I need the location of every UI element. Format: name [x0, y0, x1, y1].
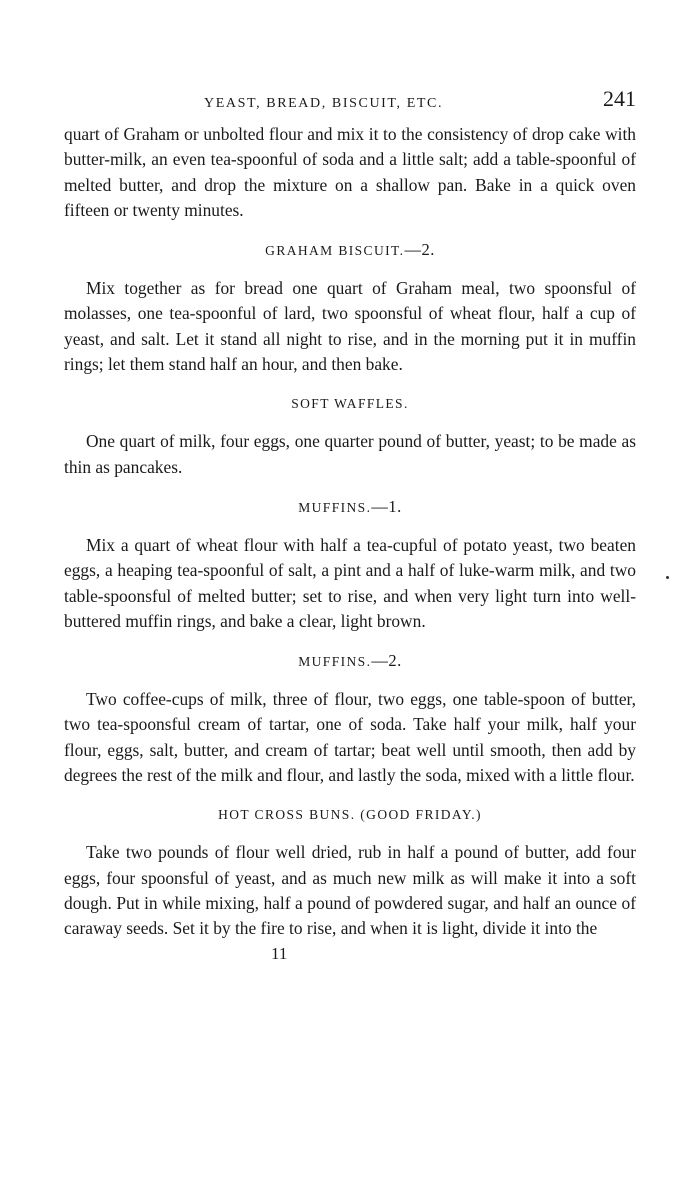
section-heading-graham-biscuit-2 — [64, 240, 636, 261]
heading-subtitle: (GOOD FRIDAY.) — [360, 807, 482, 823]
signature-mark: 11 — [271, 943, 288, 963]
recipe-text-muffins-2: Two coffee-cups of milk, three of flour, two eggs, one table-spoon of butter, two tea-spoonsful cream of tartar, one of soda. Take half your milk, half your flour, eggs, salt, butter, and cream of tartar; beat well until smooth, then add by degrees the rest of the milk and flour, and lastly the soda, mixed with a little flour. — [64, 689, 636, 786]
heading-title: SOFT WAFFLES. — [291, 396, 409, 412]
heading-number: —1. — [371, 496, 402, 516]
section-heading-muffins-1 — [64, 497, 636, 518]
heading-title: GRAHAM BISCUIT. — [265, 243, 405, 259]
recipe-text-soft-waffles: One quart of milk, four eggs, one quarter pound of butter, yeast; to be made as thin as pancakes. — [64, 431, 636, 477]
ink-speck — [666, 576, 669, 579]
recipe-text-graham-biscuit-2: Mix together as for bread one quart of Graham meal, two spoonsful of molasses, one tea-spoonful of lard, two spoonsful of wheat flour, half a cup of yeast, and salt. Let it stand all night to rise, and in the morning put it in muffin rings; let them stand half an hour, and then bake. — [64, 278, 636, 375]
heading-title: MUFFINS. — [298, 654, 372, 670]
section-heading-muffins-2 — [64, 651, 636, 672]
section-heading-soft-waffles — [64, 394, 636, 414]
book-page — [64, 86, 636, 966]
running-title: YEAST, BREAD, BISCUIT, ETC. — [204, 96, 444, 111]
section-heading-hot-cross-buns — [64, 805, 636, 825]
recipe-text-hot-cross-buns: Take two pounds of flour well dried, rub in half a pound of butter, add four eggs, four spoonsful of yeast, and as much new milk as will make it into a soft dough. Put in while mixing, half a pound of powdered sugar, and half an ounce of caraway seeds. Set it by the fire to rise, and when it is light, divide it into the — [64, 842, 636, 939]
recipe-text-muffins-1: Mix a quart of wheat flour with half a tea-cupful of potato yeast, two beaten eggs, a heaping tea-spoonful of salt, a pint and a half of luke-warm milk, and two table-spoonsful of melted butter; set to rise, and when very light turn into well-buttered muffin rings, and bake a clear, light brown. — [64, 534, 636, 631]
heading-title: MUFFINS. — [298, 499, 372, 515]
heading-number: —2. — [371, 651, 402, 671]
running-head — [64, 86, 636, 122]
heading-title: HOT CROSS BUNS. — [218, 807, 356, 823]
heading-number: —2. — [404, 240, 435, 260]
intro-paragraph: quart of Graham or unbolted flour and mix it to the consistency of drop cake with butter-milk, an even tea-spoonful of soda and a little salt; add a table-spoonful of melted butter, and drop the mixture on a shallow pan. Bake in a quick oven fifteen or twenty minutes. — [64, 124, 636, 220]
page-number: 241 — [603, 86, 636, 111]
